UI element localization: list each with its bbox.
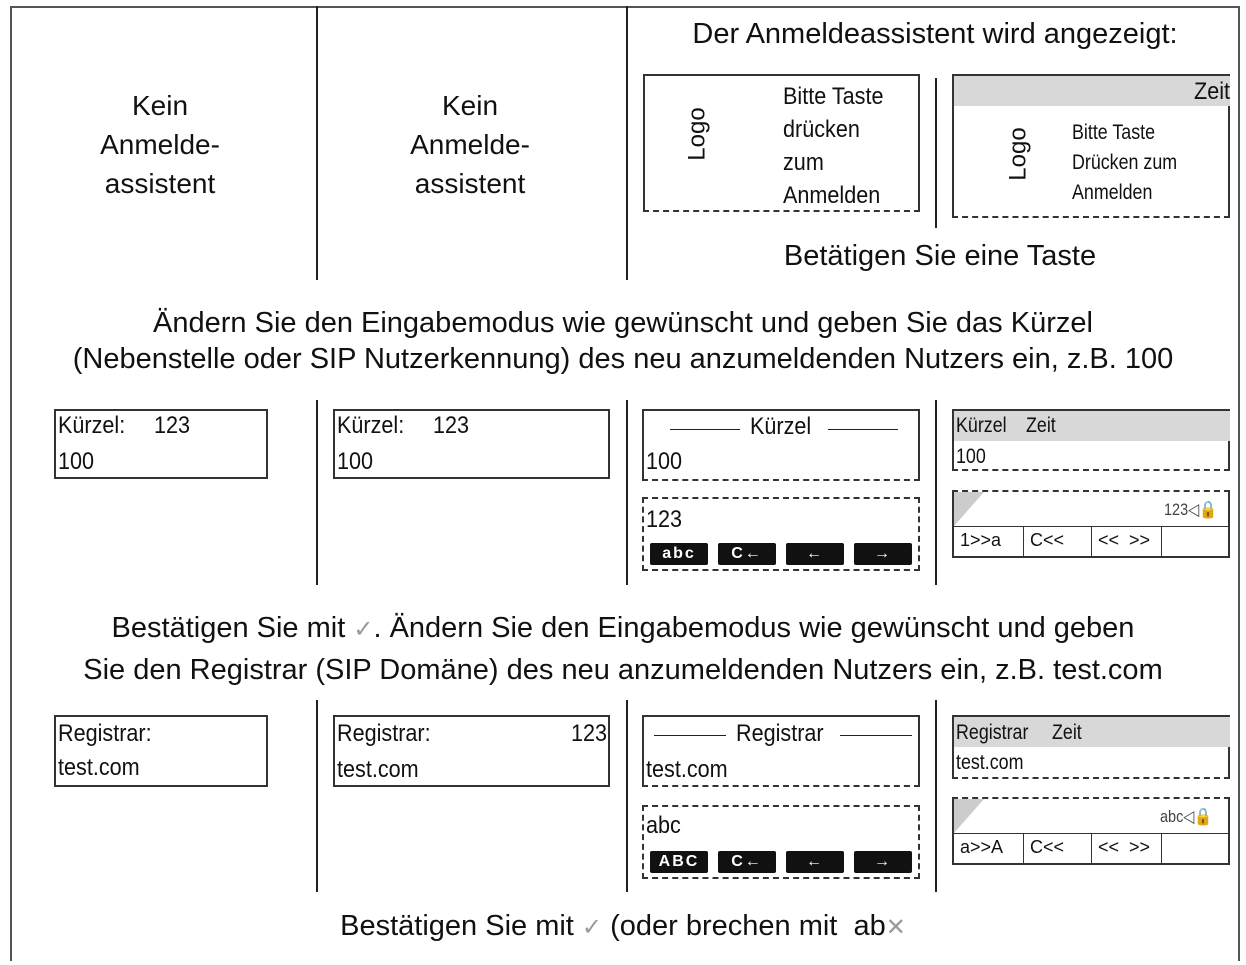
kurzel-display-2 (333, 409, 610, 479)
field-value: test.com (337, 756, 419, 783)
kurzel-softkeys-4 (952, 490, 1230, 558)
input-status: 123◁🔒 (1164, 500, 1218, 519)
input-mode: 123 (154, 412, 191, 439)
field-value: 100 (956, 445, 986, 468)
field-value: 100 (58, 448, 95, 475)
separator (626, 700, 628, 892)
login-prompt: Bitte Taste Drücken zum Anmelden (1072, 121, 1178, 204)
status-bar (954, 76, 1230, 106)
separator (316, 700, 318, 892)
separator (316, 400, 318, 585)
col2-heading: Kein Anmelde- assistent (410, 90, 530, 199)
check-icon: ✓ (353, 616, 374, 643)
instruction-kurzel: Ändern Sie den Eingabemodus wie gewünscht und geben Sie das Kürzel (Nebenstelle oder SIP Nutzerkennung) des neu anzumeldenden Nutzers ein, z.B. 100 (72, 307, 1174, 375)
field-label: Registrar: (337, 720, 431, 747)
separator (935, 400, 937, 585)
input-mode: abc (646, 812, 681, 839)
softkey-clear[interactable]: C<< (1024, 834, 1092, 865)
col3-footer: Betätigen Sie eine Taste (783, 240, 1097, 272)
softkey-mode[interactable]: 1>>a (954, 527, 1024, 558)
kurzel-display-4 (952, 409, 1230, 471)
input-status: abc◁🔒 (1160, 807, 1213, 826)
instruction-registrar: Bestätigen Sie mit ✓. Ändern Sie den Eingabemodus wie gewünscht und geben Sie den Registrar (SIP Domäne) des neu anzumeldenden Nutzers ein, z.B. test.com (83, 612, 1163, 686)
separator (626, 400, 628, 585)
kurzel-display-3 (642, 409, 920, 481)
title-rule (654, 735, 726, 736)
title-rule (840, 735, 912, 736)
field-label: Registrar: (58, 720, 152, 747)
field-label: Kürzel: (58, 412, 126, 439)
softkey-mode[interactable]: abc (650, 543, 708, 565)
softkey-right[interactable]: → (854, 543, 912, 565)
speaker-icon: ◁ (1183, 807, 1195, 826)
softkey-mode[interactable]: ABC (650, 851, 708, 873)
speaker-icon: ◁ (1188, 500, 1200, 519)
login-prompt: Bitte Taste drücken zum Anmelden (783, 83, 884, 209)
field-value: 100 (337, 448, 374, 475)
time-label: Zeit (1026, 414, 1056, 437)
softkey-right[interactable]: → (854, 851, 912, 873)
col1-heading: Kein Anmelde- assistent (100, 90, 220, 199)
field-value: test.com (956, 751, 1024, 774)
registrar-keypad-3 (642, 805, 920, 879)
field-label: Kürzel: (337, 412, 405, 439)
registrar-display-2 (333, 715, 610, 787)
field-label: Kürzel (956, 414, 1007, 437)
footer-instruction: Bestätigen Sie mit ✓ (oder brechen mit ab✕ (340, 910, 906, 942)
registrar-display-4 (952, 715, 1230, 779)
softkey-clear[interactable]: C<< (1024, 527, 1092, 558)
input-mode: 123 (433, 412, 470, 439)
softkey-left-right[interactable]: << >> (1092, 834, 1162, 865)
field-title: Registrar (736, 720, 824, 747)
kurzel-display-1 (54, 409, 268, 479)
separator (626, 6, 628, 280)
title-rule (828, 429, 898, 430)
softkey-clear[interactable]: C← (718, 543, 776, 565)
field-value: test.com (646, 756, 728, 783)
login-display-b (952, 74, 1230, 218)
cross-icon: ✕ (885, 914, 906, 941)
separator (935, 700, 937, 892)
softkey-left[interactable]: ← (786, 851, 844, 873)
softkey-mode[interactable]: a>>A (954, 834, 1024, 865)
registrar-display-3 (642, 715, 920, 787)
registrar-softkeys-4 (952, 797, 1230, 865)
field-label: Registrar (956, 721, 1029, 744)
corner-triangle (954, 492, 984, 526)
lock-icon: 🔒 (1199, 500, 1218, 519)
logo-label: Logo (1004, 127, 1032, 181)
input-mode: 123 (571, 720, 608, 747)
separator (316, 6, 318, 280)
corner-triangle (954, 799, 984, 833)
title-rule (670, 429, 740, 430)
softkey-left[interactable]: ← (786, 543, 844, 565)
lock-icon: 🔒 (1194, 807, 1213, 826)
field-title: Kürzel (750, 413, 812, 440)
registrar-display-1 (54, 715, 268, 787)
kurzel-keypad-3 (642, 497, 920, 571)
input-mode: 123 (646, 506, 683, 533)
col3-title: Der Anmeldeassistent wird angezeigt: (692, 18, 1178, 50)
field-value: test.com (58, 754, 140, 781)
softkey-left-right[interactable]: << >> (1092, 527, 1162, 558)
time-label: Zeit (1052, 721, 1082, 744)
time-label: Zeit (1194, 78, 1231, 105)
logo-label: Logo (683, 107, 711, 161)
separator (935, 78, 937, 228)
login-display-a (643, 74, 920, 212)
softkey-clear[interactable]: C← (718, 851, 776, 873)
field-value: 100 (646, 448, 683, 475)
check-icon: ✓ (581, 914, 603, 941)
